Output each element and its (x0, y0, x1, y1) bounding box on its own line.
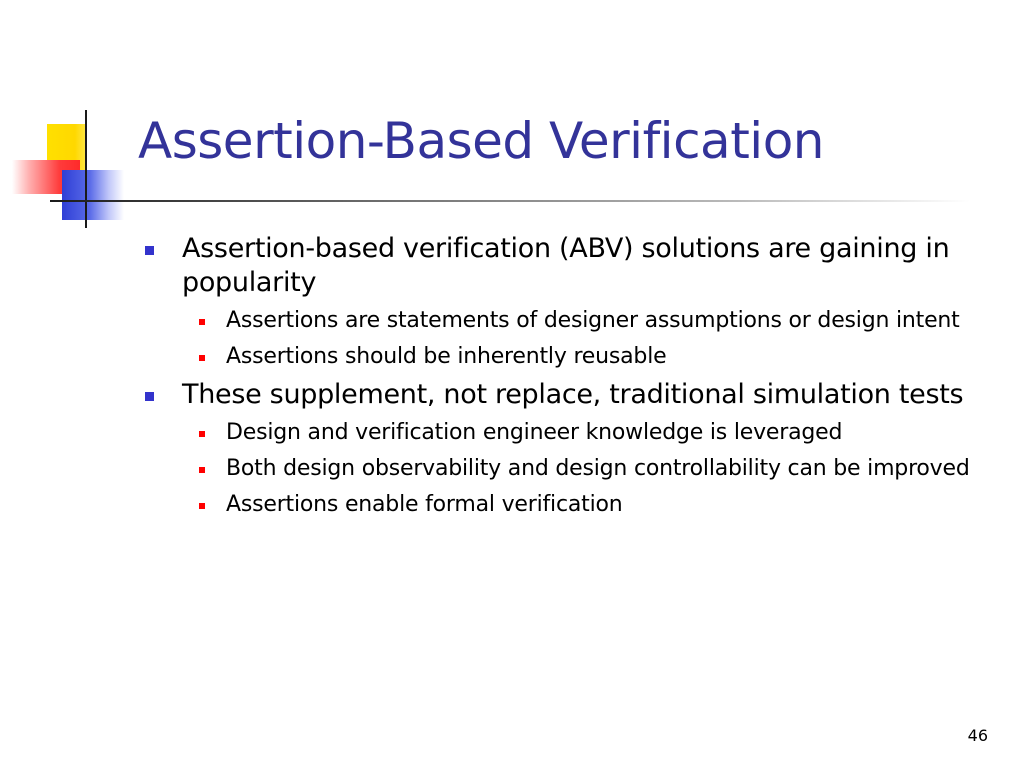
red-square-bullet-icon (199, 503, 205, 509)
sub-bullet-item (142, 342, 1002, 372)
red-square-bullet-icon (199, 319, 205, 325)
sub-bullet-text: Assertions enable formal verification (226, 492, 623, 517)
sub-bullet-item (142, 306, 1002, 336)
square-bullet-icon (145, 392, 154, 401)
slide-title: Assertion-Based Verification (138, 112, 824, 170)
sub-bullet-text: Design and verification engineer knowledge is leveraged (226, 420, 843, 445)
logo-vertical-line (85, 110, 87, 228)
page-number: 46 (967, 726, 988, 745)
sub-bullet-list (142, 306, 1002, 372)
square-bullet-icon (145, 246, 154, 255)
sub-bullet-list (142, 418, 1002, 520)
title-underline (50, 200, 970, 202)
logo-blue-square (62, 170, 124, 220)
red-square-bullet-icon (199, 355, 205, 361)
bullet-item (142, 232, 1002, 300)
red-square-bullet-icon (199, 431, 205, 437)
sub-bullet-text: Assertions are statements of designer assumptions or design intent (226, 308, 960, 333)
sub-bullet-text: Assertions should be inherently reusable (226, 344, 667, 369)
red-square-bullet-icon (199, 467, 205, 473)
slide-content (142, 232, 1002, 526)
bullet-item (142, 378, 1002, 412)
sub-bullet-item (142, 454, 1002, 484)
sub-bullet-item (142, 418, 1002, 448)
bullet-text: These supplement, not replace, traditional simulation tests (182, 379, 964, 410)
sub-bullet-item (142, 490, 1002, 520)
sub-bullet-text: Both design observability and design controllability can be improved (226, 456, 970, 481)
bullet-text: Assertion-based verification (ABV) solutions are gaining in popularity (182, 233, 950, 298)
